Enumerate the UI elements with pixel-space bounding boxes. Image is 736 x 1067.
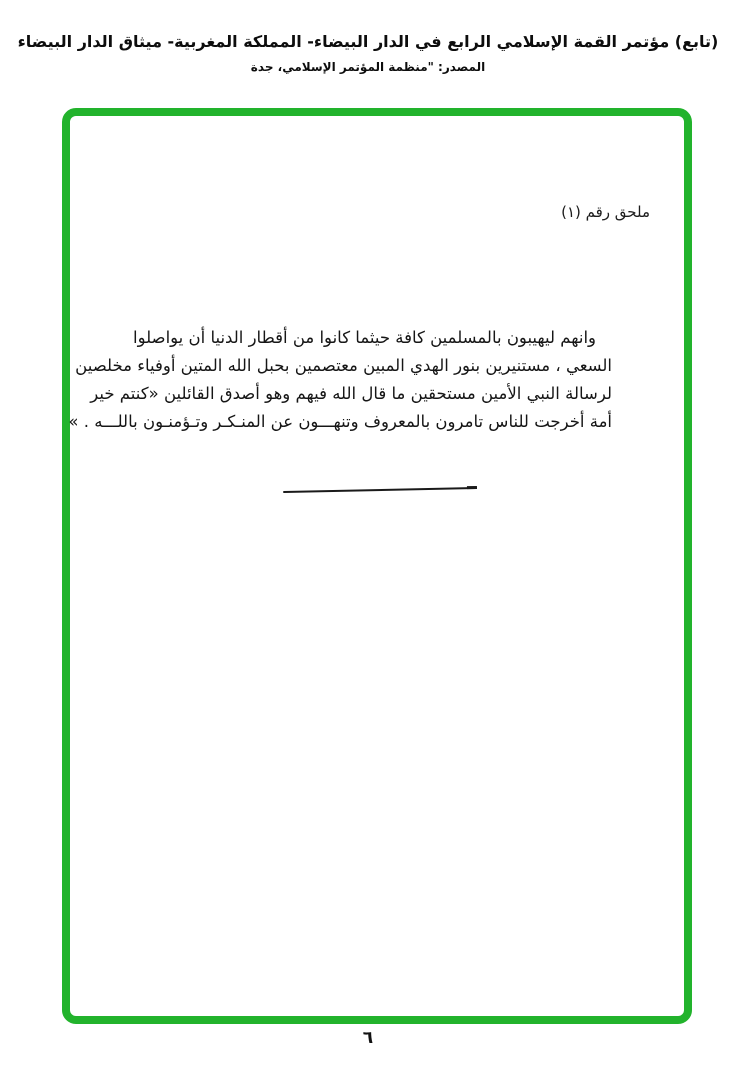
page-number: ٦ [362,1028,374,1048]
page-header [0,30,736,75]
document-page [70,116,684,1016]
annex-number-label: ملحق رقم (١) [561,203,650,221]
paragraph-line: السعي ، مستنيرين بنور الهدي المبين معتصمين بحبل الله المتين أوفياء مخلصين [75,356,612,375]
document-frame [62,108,692,1024]
paragraph-line: وانهم ليهيبون بالمسلمين كافة حيثما كانوا من أقطار الدنيا أن يواصلوا [132,328,596,347]
paragraph-line: أمة أخرجت للناس تامرون بالمعروف وتنهـــون عن المنـكـر وتـؤمنـون باللـــه . » [68,412,612,431]
body-paragraph [68,324,612,436]
section-divider-rule [283,487,477,493]
conference-title: (تابع) مؤتمر القمة الإسلامي الرابع في الدار البيضاء- المملكة المغربية- ميثاق الدار البيضاء [17,32,719,51]
page-footer [0,1028,736,1048]
paragraph-line: لرسالة النبي الأمين مستحقين ما قال الله فيهم وهو أصدق القائلين «كنتم خير [90,384,612,403]
source-caption: المصدر: "منظمة المؤتمر الإسلامي، جدة [250,60,486,74]
